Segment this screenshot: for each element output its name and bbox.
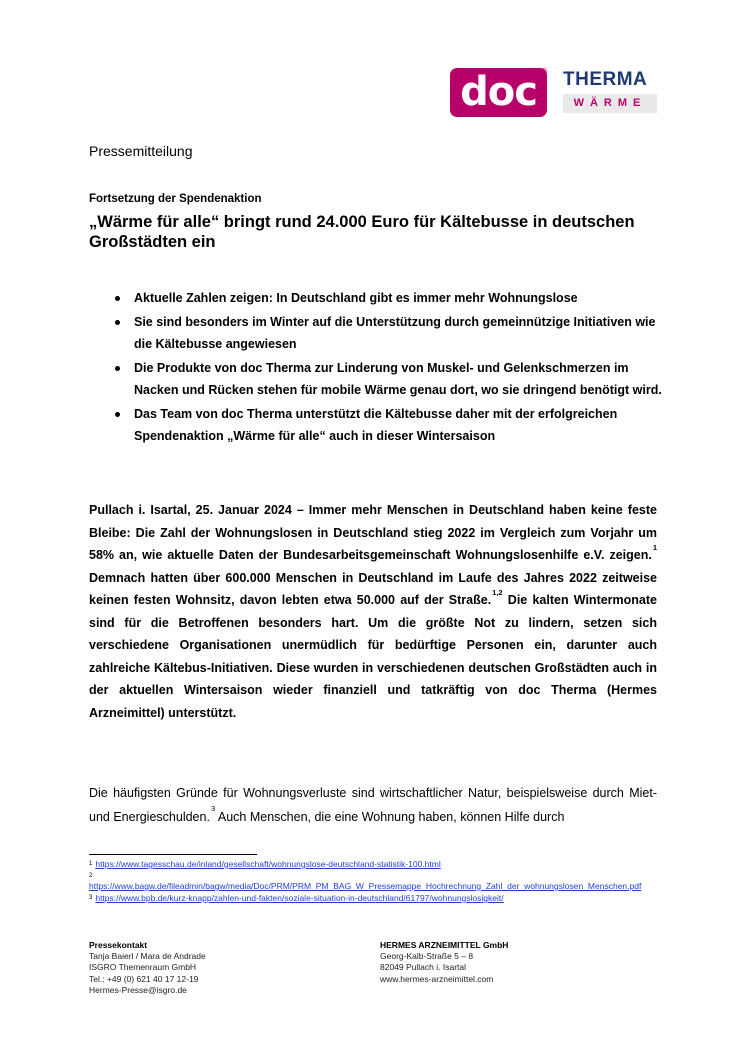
- bullet-item: [89, 403, 669, 447]
- footnote-ref: 1,2: [492, 588, 503, 597]
- footnote-ref: 3: [210, 804, 216, 813]
- footnote-link[interactable]: https://www.bpb.de/kurz-knapp/zahlen-und-fakten/soziale-situation-in-deutschland/61797/wohnungslosigkeit/: [95, 893, 504, 903]
- company-address-line: Georg-Kalb-Straße 5 – 8: [380, 951, 474, 962]
- company-contact: [380, 940, 508, 985]
- bullet-item: [89, 311, 669, 355]
- press-contact-line: Tel.: +49 (0) 621 40 17 12-19: [89, 973, 199, 984]
- body-text: Auch Menschen, die eine Wohnung haben, können Hilfe durch: [215, 810, 565, 824]
- logo-doc-mark: doc: [450, 68, 547, 117]
- bullet-text: Aktuelle Zahlen zeigen: In Deutschland gibt es immer mehr Wohnungslose: [134, 291, 578, 305]
- headline: „Wärme für alle“ bringt rund 24.000 Euro für Kältebusse in deutschen Großstädten ein: [89, 213, 635, 251]
- footnote: [89, 893, 669, 903]
- company-address-line: 82049 Pullach i. Isartal: [380, 962, 466, 973]
- footnote: [89, 871, 669, 891]
- footnotes: [89, 859, 669, 905]
- press-contact-email: Hermes-Presse@isgro.de: [89, 984, 187, 995]
- press-contact-line: ISGRO Themenraum GmbH: [89, 962, 197, 973]
- bullet-text: Sie sind besonders im Winter auf die Unterstützung durch gemeinnützige Initiativen wie die Kältebusse angewiesen: [134, 315, 656, 351]
- company-name: HERMES ARZNEIMITTEL GmbH: [380, 940, 509, 950]
- bullet-dot-icon: [115, 412, 120, 417]
- body-paragraph: [89, 781, 657, 829]
- footnote-number: 2: [89, 873, 93, 879]
- bullet-dot-icon: [115, 296, 120, 301]
- summary-bullets: [89, 287, 669, 449]
- kicker-line: Fortsetzung der Spendenaktion: [89, 193, 262, 205]
- press-contact: [89, 940, 206, 996]
- bullet-item: [89, 357, 669, 401]
- body-text: Die häufigsten Gründe für Wohnungsverluste sind wirtschaftlicher Natur, beispielsweise durch Miet- und Energieschulden.: [89, 786, 657, 824]
- bullet-text: Das Team von doc Therma unterstützt die Kältebusse daher mit der erfolgreichen Spendenaktion „Wärme für alle“ auch in dieser Wintersaison: [134, 407, 618, 443]
- lead-text: Pullach i. Isartal, 25. Januar 2024 – Immer mehr Menschen in Deutschland haben keine feste Bleibe: Die Zahl der Wohnungslosen in Deutschland stieg 2022 im Vergleich zum Vorjahr um 58% an, wie aktuelle Daten der Bundesarbeitsgemeinschaft Wohnungslosenhilfe e.V. zeigen.: [89, 503, 657, 562]
- footnote-link[interactable]: https://www.bagw.de/fileadmin/bagw/media/Doc/PRM/PRM_PM_BAG_W_Pressemappe_Hochrechnung_Zahl_der_wohnungslosen_Menschen.pdf: [89, 881, 642, 891]
- lead-paragraph: [89, 499, 657, 724]
- bullet-dot-icon: [115, 366, 120, 371]
- footnote-number: 1: [89, 861, 93, 867]
- bullet-dot-icon: [115, 320, 120, 325]
- footnote-ref: 1: [652, 543, 657, 552]
- footnote-number: 3: [89, 895, 93, 901]
- lead-text: Demnach hatten über 600.000 Menschen in Deutschland im Laufe des Jahres 2022 zeitweise keinen festen Wohnsitz, davon lebten etwa 50.000 auf der Straße.: [89, 570, 657, 607]
- lead-text: Die kalten Wintermonate sind für die Betroffenen besonders hart. Um die größte Not zu lindern, setzen sich verschiedene Organisationen unermüdlich für bedürftige Personen ein, darunter auch zahlreiche Kältebus-Initiativen. Diese wurden in verschiedenen deutschen Großstädten auch in der aktuellen Wintersaison wieder finanziell und tatkräftig von doc Therma (Hermes Arzneimittel) unterstützt.: [89, 593, 657, 720]
- logo-waerme-text: WÄRME: [563, 94, 657, 113]
- press-contact-title: Pressekontakt: [89, 940, 148, 950]
- footnote-divider: [89, 854, 257, 855]
- brand-logo: [450, 68, 660, 118]
- document-type: Pressemitteilung: [89, 143, 193, 159]
- footnote: [89, 859, 669, 869]
- logo-therma-text: THERMA: [563, 69, 648, 90]
- bullet-text: Die Produkte von doc Therma zur Linderung von Muskel- und Gelenkschmerzen im Nacken und Rücken stehen für mobile Wärme genau dort, wo sie dringend benötigt wird.: [134, 361, 662, 397]
- press-contact-line: Tanja Baierl / Mara de Andrade: [89, 951, 206, 962]
- bullet-item: [89, 287, 669, 309]
- company-website: www.hermes-arzneimittel.com: [380, 973, 494, 984]
- logo-registered-mark: ®: [542, 68, 548, 75]
- footnote-link[interactable]: https://www.tagesschau.de/inland/gesellschaft/wohnungslose-deutschland-statistik-100.html: [95, 859, 441, 869]
